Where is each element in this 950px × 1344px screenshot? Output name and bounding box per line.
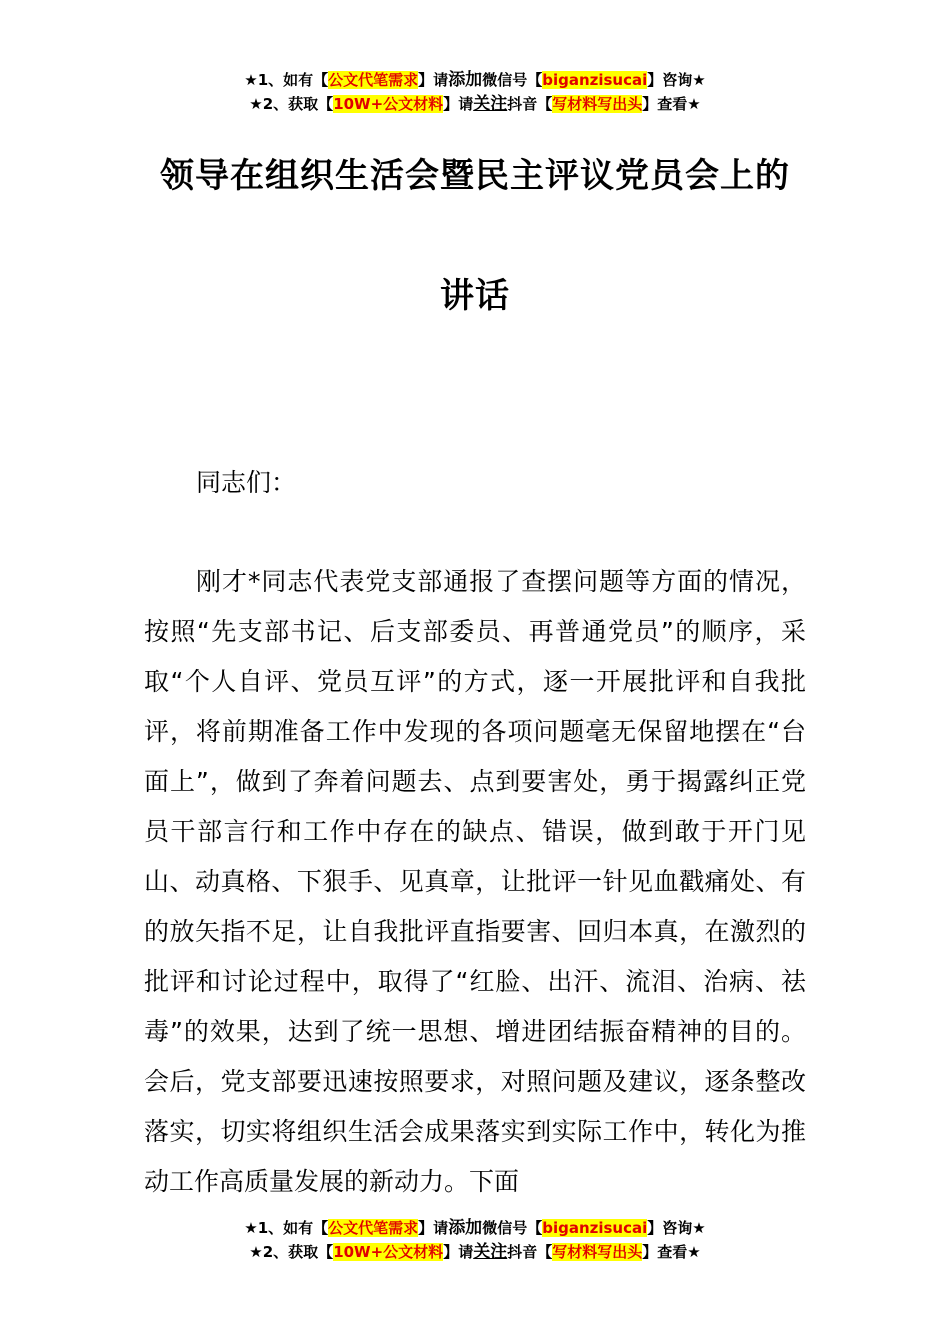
- notice-text: 】请: [443, 95, 474, 113]
- header-notice: [0, 68, 950, 116]
- notice-text: 抖音【: [507, 95, 553, 113]
- notice-line-2: [0, 1240, 950, 1264]
- notice-text: 】咨询★: [647, 1219, 706, 1237]
- notice-text: ★1、如有【: [244, 1219, 329, 1237]
- notice-text: 抖音【: [507, 1243, 553, 1261]
- notice-highlight: 10W+公文材料: [333, 1243, 444, 1261]
- notice-emphasis: 关注: [473, 1242, 508, 1262]
- document-title-line-1: 领导在组织生活会暨民主评议党员会上的: [160, 156, 790, 196]
- notice-text: 】查看★: [642, 95, 701, 113]
- notice-text: ★2、获取【: [249, 1243, 334, 1261]
- notice-highlight: biganzisucai: [542, 71, 648, 89]
- notice-text: 】请: [418, 71, 449, 89]
- notice-highlight: 写材料写出头: [552, 1243, 643, 1261]
- notice-text: 】请: [418, 1219, 449, 1237]
- notice-emphasis: 关注: [473, 94, 508, 114]
- notice-line-2: [0, 92, 950, 116]
- footer-notice: [0, 1216, 950, 1264]
- notice-highlight: biganzisucai: [542, 1219, 648, 1237]
- notice-line-1: [0, 68, 950, 92]
- notice-text: 】咨询★: [647, 71, 706, 89]
- greeting: 同志们：: [196, 468, 297, 497]
- notice-highlight: 10W+公文材料: [333, 95, 444, 113]
- notice-highlight: 公文代笔需求: [328, 1219, 419, 1237]
- notice-highlight: 公文代笔需求: [328, 71, 419, 89]
- notice-text: 】查看★: [642, 1243, 701, 1261]
- notice-emphasis: 添加: [448, 1218, 483, 1238]
- notice-highlight: 写材料写出头: [552, 95, 643, 113]
- notice-emphasis: 添加: [448, 70, 483, 90]
- notice-text: 微信号【: [482, 71, 543, 89]
- notice-text: ★1、如有【: [244, 71, 329, 89]
- notice-text: ★2、获取【: [249, 95, 334, 113]
- document-title-line-2: 讲话: [440, 276, 510, 316]
- body-paragraph: 刚才*同志代表党支部通报了查摆问题等方面的情况，按照“先支部书记、后支部委员、再普通党员”的顺序，采取“个人自评、党员互评”的方式，逐一开展批评和自我批评，将前期准备工作中发现的各项问题毫无保留地摆在“台面上”，做到了奔着问题去、点到要害处，勇于揭露纠正党员干部言行和工作中存在的缺点、错误，做到敢于开门见山、动真格、下狠手、见真章，让批评一针见血戳痛处、有的放矢指不足，让自我批评直指要害、回归本真，在激烈的批评和讨论过程中，取得了“红脸、出汗、流泪、治病、祛毒”的效果，达到了统一思想、增进团结振奋精神的目的。会后，党支部要迅速按照要求，对照问题及建议，逐条整改落实，切实将组织生活会成果落实到实际工作中，转化为推动工作高质量发展的新动力。下面: [144, 567, 806, 1196]
- notice-text: 微信号【: [482, 1219, 543, 1237]
- notice-text: 】请: [443, 1243, 474, 1261]
- notice-line-1: [0, 1216, 950, 1240]
